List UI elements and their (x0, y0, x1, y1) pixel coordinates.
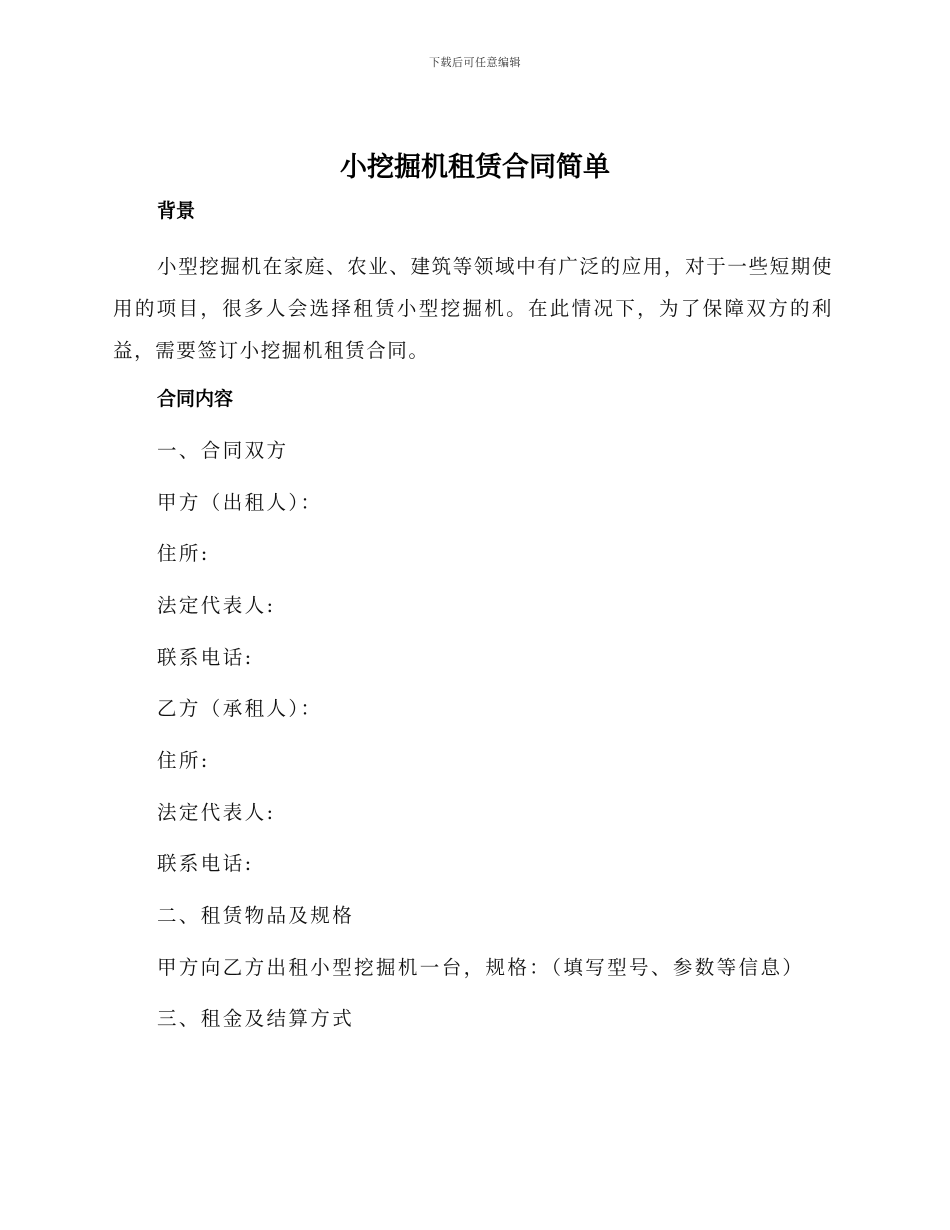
header-note: 下载后可任意编辑 (429, 56, 521, 69)
party-b-phone-label: 联系电话: (157, 852, 254, 875)
rental-items-description: 甲方向乙方出租小型挖掘机一台，规格：（填写型号、参数等信息） (157, 956, 805, 979)
rent-settlement-section-heading: 三、租金及结算方式 (157, 1007, 355, 1030)
party-a-representative-label: 法定代表人: (157, 594, 276, 617)
party-b-label: 乙方（承租人）： (157, 697, 323, 720)
party-a-phone-label: 联系电话: (157, 646, 254, 669)
party-a-address-label: 住所: (157, 542, 210, 565)
party-b-address-label: 住所: (157, 749, 210, 772)
contract-content-heading: 合同内容 (157, 388, 234, 410)
document-title: 小挖掘机租赁合同简单 (340, 152, 610, 183)
background-heading: 背景 (157, 200, 196, 222)
rental-items-section-heading: 二、租赁物品及规格 (157, 904, 355, 927)
background-paragraph: 小型挖掘机在家庭、农业、建筑等领域中有广泛的应用，对于一些短期使用的项目，很多人会选择租赁小型挖掘机。在此情况下，为了保障双方的利益，需要签订小挖掘机租赁合同。 (113, 255, 833, 362)
party-b-representative-label: 法定代表人: (157, 801, 276, 824)
parties-section-heading: 一、合同双方 (157, 439, 289, 462)
party-a-label: 甲方（出租人）： (157, 491, 323, 514)
